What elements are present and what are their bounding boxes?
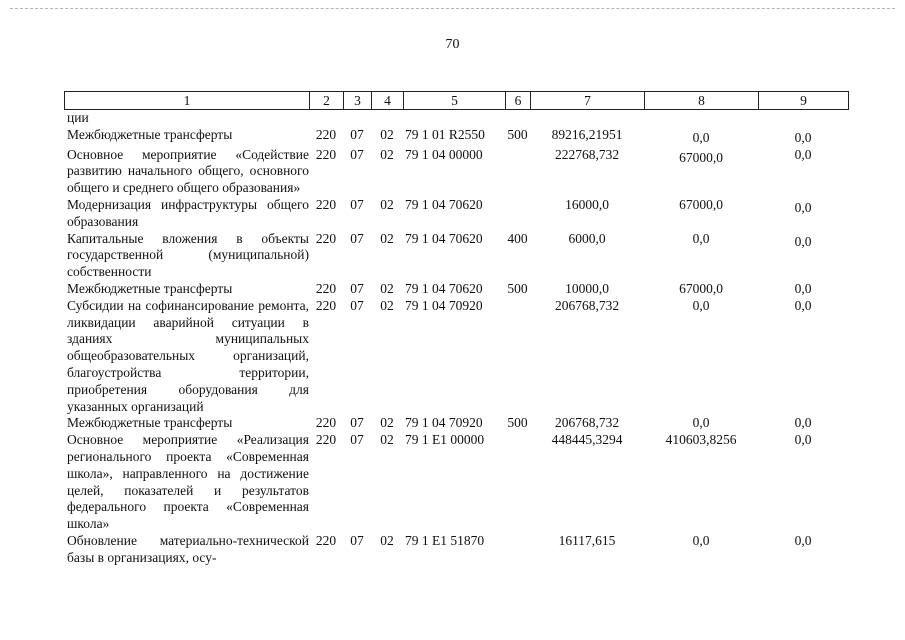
row-col8: 410603,8256	[665, 432, 737, 448]
table-row	[64, 432, 848, 533]
row-col5: 79 1 04 70920	[405, 297, 483, 313]
row-col5: 79 1 04 70620	[405, 280, 483, 296]
row-col2: 220	[315, 415, 337, 431]
row-name: Основное мероприятие «Содействие развитию начального общего, основного общего и среднего общего образования»	[67, 146, 309, 196]
row-col7: 6000,0	[568, 230, 606, 246]
row-col3: 07	[350, 230, 364, 246]
row-col8: 0,0	[692, 129, 710, 145]
row-col2: 220	[315, 280, 337, 296]
row-col5: 79 1 04 70620	[405, 230, 483, 246]
col-header-6: 6	[506, 92, 531, 110]
row-col5: 79 1 04 70620	[405, 196, 483, 212]
row-col3: 07	[350, 415, 364, 431]
row-col8: 0,0	[692, 532, 710, 548]
row-col2: 220	[315, 230, 337, 246]
row-col6: 500	[507, 280, 528, 296]
table-row	[64, 415, 848, 432]
row-col2: 220	[315, 432, 337, 448]
row-col5: 79 1 04 00000	[405, 146, 483, 162]
table-row	[64, 110, 848, 127]
row-col2: 220	[315, 196, 337, 212]
row-name: Межбюджетные трансферты	[67, 280, 233, 296]
row-name: Субсидии на софинансирование ремонта, ликвидации аварийной ситуации в зданиях муниципальных общеобразовательных организаций, благоустройства территории, приобретения оборудования для указанных организаций	[67, 297, 309, 414]
row-col4: 02	[380, 230, 394, 246]
row-col7: 206768,732	[554, 297, 620, 313]
scan-top-edge	[10, 8, 895, 9]
table-row	[64, 127, 848, 147]
col-header-4: 4	[372, 92, 404, 110]
row-col9: 0,0	[794, 432, 812, 448]
row-col7: 222768,732	[554, 146, 620, 162]
row-col2: 220	[315, 532, 337, 548]
row-col8: 0,0	[692, 297, 710, 313]
row-col2: 220	[315, 146, 337, 162]
table-row	[64, 147, 848, 197]
row-col7: 448445,3294	[551, 432, 623, 448]
budget-table-body	[64, 110, 848, 567]
row-col7: 89216,21951	[551, 126, 623, 142]
row-col7: 10000,0	[565, 280, 609, 296]
row-col5: 79 1 01 R2550	[405, 126, 485, 142]
row-col8: 0,0	[692, 230, 710, 246]
row-col3: 07	[350, 196, 364, 212]
col-header-8: 8	[645, 92, 759, 110]
row-col9: 0,0	[794, 280, 812, 296]
row-name: ции	[67, 110, 89, 125]
row-name: Обновление материально-технической базы в организациях, осу-	[67, 532, 309, 565]
row-col2: 220	[315, 126, 337, 142]
page-number: 70	[445, 37, 460, 52]
row-col8: 0,0	[692, 415, 710, 431]
row-col3: 07	[350, 532, 364, 548]
row-col6: 500	[507, 415, 528, 431]
row-col6: 400	[507, 230, 528, 246]
row-col5: 79 1 E1 51870	[405, 532, 485, 548]
row-col3: 07	[350, 297, 364, 313]
row-name: Межбюджетные трансферты	[67, 415, 233, 431]
table-row	[64, 231, 848, 281]
table-row	[64, 197, 848, 231]
row-col4: 02	[380, 415, 394, 431]
row-col3: 07	[350, 146, 364, 162]
row-col3: 07	[350, 432, 364, 448]
row-col4: 02	[380, 146, 394, 162]
row-col7: 16000,0	[565, 196, 609, 212]
row-col3: 07	[350, 280, 364, 296]
row-name: Межбюджетные трансферты	[67, 126, 233, 142]
row-name: Основное мероприятие «Реализация регионального проекта «Современная школа», направленного на достижение целей, показателей и результатов федерального проекта «Современная школа»	[67, 432, 309, 532]
row-col7: 16117,615	[558, 532, 616, 548]
row-col9: 0,0	[794, 129, 812, 145]
column-header-table	[64, 91, 849, 110]
row-col4: 02	[380, 532, 394, 548]
row-col7: 206768,732	[554, 415, 620, 431]
table-row	[64, 533, 848, 567]
row-col9: 0,0	[794, 297, 812, 313]
row-col2: 220	[315, 297, 337, 313]
col-header-9: 9	[759, 92, 849, 110]
col-header-1: 1	[65, 92, 310, 110]
col-header-7: 7	[531, 92, 645, 110]
row-col5: 79 1 E1 00000	[405, 432, 485, 448]
row-col8: 67000,0	[679, 280, 723, 296]
row-col3: 07	[350, 126, 364, 142]
row-col5: 79 1 04 70920	[405, 415, 483, 431]
row-col9: 0,0	[794, 415, 812, 431]
table-row	[64, 298, 848, 416]
row-name: Капитальные вложения в объекты государственной (муниципальной) собственности	[67, 230, 309, 280]
col-header-3: 3	[344, 92, 372, 110]
row-col4: 02	[380, 297, 394, 313]
row-col9: 0,0	[794, 199, 812, 215]
row-col4: 02	[380, 196, 394, 212]
row-col4: 02	[380, 432, 394, 448]
row-col9: 0,0	[794, 532, 812, 548]
row-col6: 500	[507, 126, 528, 142]
row-col8: 67000,0	[679, 149, 723, 165]
col-header-2: 2	[310, 92, 344, 110]
row-col9: 0,0	[794, 233, 812, 249]
row-col4: 02	[380, 280, 394, 296]
row-col9: 0,0	[794, 146, 812, 162]
row-col8: 67000,0	[679, 196, 723, 212]
row-col4: 02	[380, 126, 394, 142]
col-header-5: 5	[404, 92, 506, 110]
table-row	[64, 281, 848, 298]
row-name: Модернизация инфраструктуры общего образования	[67, 196, 309, 229]
column-header-row	[65, 92, 849, 110]
